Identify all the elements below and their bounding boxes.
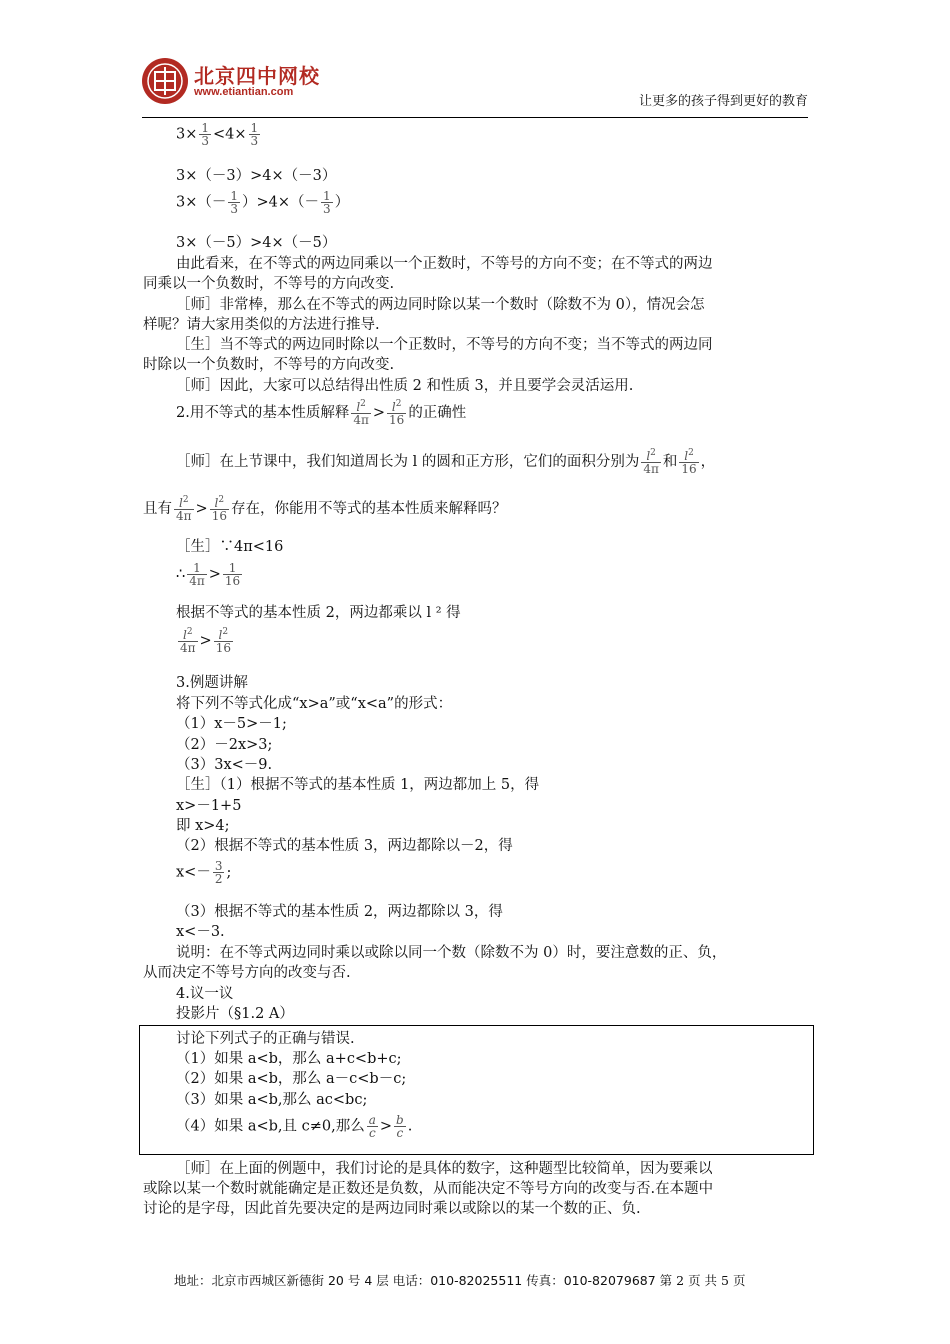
box-title: 讨论下列式子的正确与错误. [176, 1031, 355, 1047]
paragraph: 或除以某一个数时就能确定是正数还是负数，从而能决定不等号方向的改变与否.在本题中 [143, 1181, 714, 1197]
header-divider [142, 117, 808, 118]
header-slogan: 让更多的孩子得到更好的教育 [638, 94, 808, 109]
paragraph: x>－1+5 [176, 798, 242, 814]
list-item: （4）如果 a<b,且 c≠0,那么 $\frac{a}{c}$ > $\frac{b}{c}$ . [176, 1113, 413, 1140]
paragraph: 同乘以一个负数时，不等号的方向改变. [143, 276, 395, 292]
paragraph: x<－3. [176, 924, 225, 940]
expr-line: x<－ $\frac{3}{2}$ ; [176, 859, 232, 886]
list-item: （1）如果 a<b，那么 a+c<b+c; [176, 1051, 402, 1067]
section-heading-3: 3.例题讲解 [176, 675, 248, 691]
paragraph: 样呢？请大家用类似的方法进行推导. [143, 317, 380, 333]
expr-line-2: 3×（－3）>4×（－3） [176, 168, 337, 184]
expr-line: ∴ $\frac{1}{4\pi}$ > $\frac{1}{16}$ [176, 561, 241, 588]
paragraph: （2）根据不等式的基本性质 3，两边都除以－2，得 [176, 838, 513, 854]
expr-line-1: 3× $\frac{1}{3}$ <4× $\frac{1}{3}$ [176, 121, 259, 148]
page-number: 第 2 页 共 5 页 [659, 1273, 746, 1288]
paragraph: ［师］因此，大家可以总结得出性质 2 和性质 3，并且要学会灵活运用. [176, 378, 634, 394]
list-item: （3）3x<－9. [176, 757, 273, 773]
section-heading-4: 4.议一议 [176, 986, 234, 1002]
logo [142, 58, 402, 110]
paragraph: 即 x>4; [176, 818, 230, 834]
paragraph: 讨论的是字母，因此首先要决定的是两边同时乘以或除以的某一个数的正、负. [143, 1201, 641, 1217]
paragraph: （3）根据不等式的基本性质 2，两边都除以 3，得 [176, 904, 503, 920]
paragraph: 投影片（§1.2 A） [176, 1006, 294, 1022]
list-item: （2）－2x>3; [176, 737, 273, 753]
footer-address: 地址：北京市西城区新德街 20 号 4 层 电话：010-82025511 传真：010-82079687 [174, 1273, 656, 1288]
paragraph: 从而决定不等号方向的改变与否. [143, 965, 351, 981]
list-item: （2）如果 a<b，那么 a－c<b－c; [176, 1071, 407, 1087]
paragraph: ［生］（1）根据不等式的基本性质 1，两边都加上 5，得 [176, 777, 540, 793]
expr-line-3: 3×（－ $\frac{1}{3}$ ）>4×（－ $\frac{1}{3}$ ） [176, 189, 350, 216]
paragraph: 由此看来，在不等式的两边同乘以一个正数时，不等号的方向不变；在不等式的两边 [176, 256, 713, 272]
paragraph: 根据不等式的基本性质 2，两边都乘以 l ² 得 [176, 605, 461, 621]
section-heading-2: 2.用不等式的基本性质解释 $\frac{l^2}{4\pi}$ > $\frac{l^2}{16}$ 的正确性 [176, 399, 467, 427]
paragraph: ［师］非常棒，那么在不等式的两边同时除以某一个数时（除数不为 0），情况会怎 [176, 297, 705, 313]
expr-line-4: 3×（－5）>4×（－5） [176, 235, 337, 251]
paragraph: ［师］在上节课中，我们知道周长为 l 的圆和正方形，它们的面积分别为 $\frac{l^2}{4\pi}$ 和 $\frac{l^2}{16}$ ， [176, 448, 716, 476]
paragraph: 且有 $\frac{l^2}{4\pi}$ > $\frac{l^2}{16}$ 存在，你能用不等式的基本性质来解释吗？ [143, 495, 507, 523]
logo-seal-icon [142, 58, 188, 104]
list-item: （3）如果 a<b,那么 ac<bc; [176, 1092, 368, 1108]
paragraph: 将下列不等式化成“x>a”或“x<a”的形式： [176, 696, 453, 712]
paragraph: ［生］当不等式的两边同时除以一个正数时，不等号的方向不变；当不等式的两边同 [176, 337, 713, 353]
paragraph: ［生］∵4π<16 [176, 539, 284, 555]
logo-name: 北京四中网校 [194, 64, 320, 88]
expr-line: $\frac{l^2}{4\pi}$ > $\frac{l^2}{16}$ [180, 627, 231, 655]
logo-url: www.etiantian.com [194, 86, 294, 98]
list-item: （1）x－5>－1; [176, 716, 287, 732]
footer [174, 1271, 745, 1289]
paragraph: ［师］在上面的例题中，我们讨论的是具体的数字，这种题型比较简单，因为要乘以 [176, 1161, 713, 1177]
paragraph: 时除以一个负数时，不等号的方向改变. [143, 357, 395, 373]
paragraph: 说明：在不等式两边同时乘以或除以同一个数（除数不为 0）时，要注意数的正、负， [176, 945, 727, 961]
